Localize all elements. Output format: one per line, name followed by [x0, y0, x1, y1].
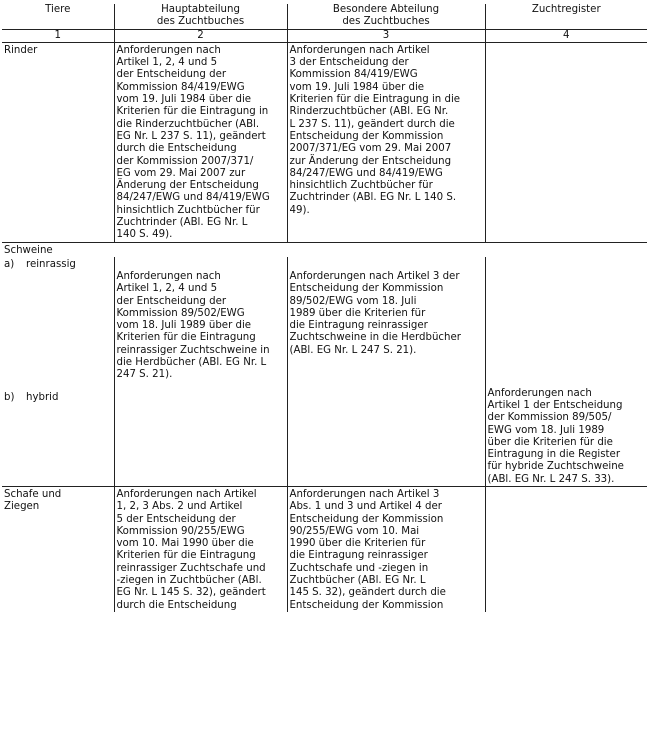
row-schweine-hybrid [2, 382, 647, 487]
schafe-register-empty [485, 486, 647, 611]
rinder-special-section: Anforderungen nach Artikel 3 der Entscheidung der Kommission 84/419/EWG vom 19. Juli 1984 über die Kriterien für die Eintragung in die Rinderzuchtbücher (ABl. EG Nr. L 237 S. 11), geändert durch die Entscheidung der Kommission 2007/371/EG vom 29. Mai 2007 zur Änderung der Entscheidung 84/247/EWG und 84/419/EWG hinsichtlich Zuchtbücher für Zuchtrinder (ABl. EG Nr. L 140 S. 49). [287, 42, 485, 242]
row-schweine-reinrassig [2, 257, 647, 382]
animal-schafe-ziegen: Schafe und Ziegen [2, 486, 114, 611]
rinder-main-section: Anforderungen nach Artikel 1, 2, 4 und 5 der Entscheidung der Kommission 84/419/EWG vom 19. Juli 1984 über die Kriterien für die Eintragung in die Rinderzuchtbücher (ABl. EG Nr. L 237 S. 11), geändert durch die Entscheidung der Kommission 2007/371/ EG vom 29. Mai 2007 zur Änderung der Entscheidung 84/247/EWG und 84/419/EWG hinsichtlich Zuchtbücher für Zuchtrinder (ABl. EG Nr. L 140 S. 49). [114, 42, 287, 242]
schweine-reinrassig-special-section: Anforderungen nach Artikel 3 der Entscheidung der Kommission 89/502/EWG vom 18. Juli 1989 über die Kriterien für die Eintragung reinrassiger Zuchtschweine in die Herdbücher (ABl. EG Nr. L 247 S. 21). [287, 257, 485, 382]
animal-rinder: Rinder [4, 44, 38, 56]
schweine-reinrassig-register-empty [485, 257, 647, 382]
column-number: 4 [485, 29, 647, 42]
column-number: 3 [287, 29, 485, 42]
schweine-hybrid-register-section: Anforderungen nach Artikel 1 der Entscheidung der Kommission 89/505/ EWG vom 18. Juli 1989 über die Kriterien für die Eintragung in die Register für hybride Zuchtschweine (ABl. EG Nr. L 247 S. 33). [485, 382, 647, 487]
animal-schweine: Schweine [2, 242, 114, 257]
header-zuchtregister: Zuchtregister [485, 4, 647, 29]
row-rinder [2, 42, 647, 242]
header-row [2, 4, 647, 29]
header-besondere-abteilung: Besondere Abteilung des Zuchtbuches [287, 4, 485, 29]
schweine-hybrid-special-empty [287, 382, 485, 487]
column-number-row [2, 29, 647, 42]
row-schweine-heading [2, 242, 647, 257]
row-schafe-ziegen [2, 486, 647, 611]
animal-schweine-reinrassig: a) reinrassig [4, 258, 76, 270]
animal-schweine-hybrid: b) hybrid [4, 391, 59, 403]
column-number: 2 [114, 29, 287, 42]
schweine-hybrid-main-empty [114, 382, 287, 487]
header-hauptabteilung: Hauptabteilung des Zuchtbuches [114, 4, 287, 29]
header-tiere: Tiere [2, 4, 114, 29]
schweine-reinrassig-main-section: Anforderungen nach Artikel 1, 2, 4 und 5 der Entscheidung der Kommission 89/502/EWG vom 18. Juli 1989 über die Kriterien für die Eintragung reinrassiger Zuchtschweine in die Herdbücher (ABl. EG Nr. L 247 S. 21). [114, 257, 287, 382]
rinder-register-empty [485, 42, 647, 242]
zuchtbuch-table [2, 4, 647, 612]
column-number: 1 [2, 29, 114, 42]
schafe-main-section: Anforderungen nach Artikel 1, 2, 3 Abs. 2 und Artikel 5 der Entscheidung der Kommission 90/255/EWG vom 10. Mai 1990 über die Kriterien für die Eintragung reinrassiger Zuchtschafe und -ziegen in Zuchtbücher (ABl. EG Nr. L 145 S. 32), geändert durch die Entscheidung [114, 486, 287, 611]
schafe-special-section: Anforderungen nach Artikel 3 Abs. 1 und 3 und Artikel 4 der Entscheidung der Kommission 90/255/EWG vom 10. Mai 1990 über die Kriterien für die Eintragung reinrassiger Zuchtschafe und -ziegen in Zuchtbücher (ABl. EG Nr. L 145 S. 32), geändert durch die Entscheidung der Kommission [287, 486, 485, 611]
